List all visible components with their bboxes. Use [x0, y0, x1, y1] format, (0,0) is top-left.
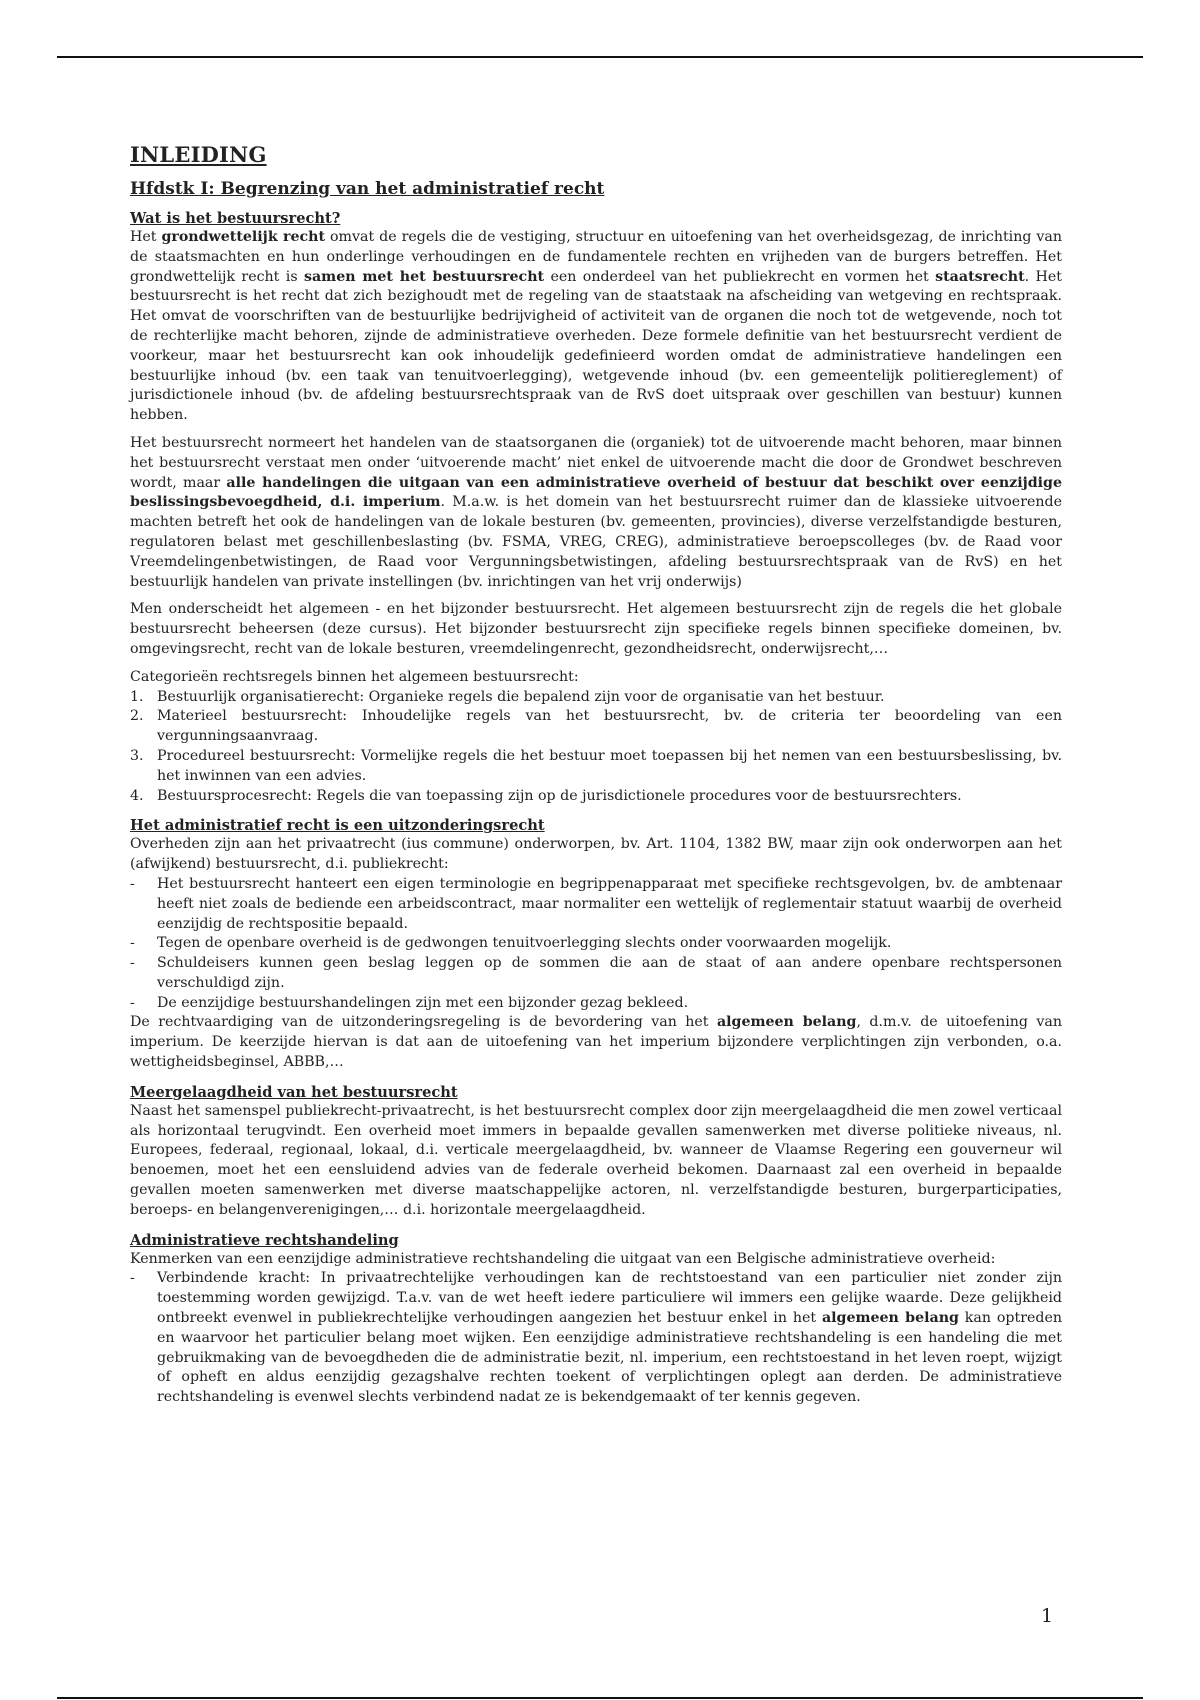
- list-item-text: Procedureel bestuursrecht: Vormelijke regels die het bestuur moet toepassen bij het nemen van een bestuursbeslissing, bv. het inwinnen van een advies.: [157, 747, 1062, 784]
- list-item: [130, 954, 1062, 994]
- text-run: Het bestuursrecht normeert het handelen van de staatsorganen die (organiek) tot de uitvoerende macht behoren, maar binnen het bestuursrecht verstaat men onder ‘uitvoerende macht’ niet enkel de uitvoerende macht die door de Grondwet beschreven wordt, maar: [130, 434, 1062, 491]
- bold-term: grondwettelijk recht: [161, 229, 326, 245]
- list-item: [130, 747, 1062, 787]
- list-marker: -: [130, 955, 135, 972]
- list-item-text: Het bestuursrecht hanteert een eigen terminologie en begrippenapparaat met specifieke rechtsgevolgen, bv. de ambtenaar heeft niet zoals de bediende een arbeidscontract, maar normaliter een wettelijk of reglementair statuut waarbij de overheid eenzijdig de rechtspositie bepaald.: [157, 875, 1062, 932]
- bold-term: algemeen belang: [821, 1310, 959, 1327]
- section-title-meergelaagdheid: Meergelaagdheid van het bestuursrecht: [130, 1083, 458, 1101]
- list-marker: 1.: [130, 688, 144, 705]
- paragraph-intro-uitzondering: Overheden zijn aan het privaatrecht (ius commune) onderworpen, bv. Art. 1104, 1382 BW, maar zijn ook onderworpen aan het (afwijkend) bestuursrecht, d.i. publiekrecht:: [130, 836, 1062, 873]
- list-item-text: Tegen de openbare overheid is de gedwongen tenuitvoerlegging slechts onder voorwaarden mogelijk.: [157, 935, 892, 952]
- bold-term: algemeen belang: [716, 1014, 857, 1031]
- categories-list: [130, 688, 1062, 807]
- document-page: [130, 142, 1062, 1408]
- text-run: omvat de regels die de vestiging, structuur en uitoefening van het overheidsgezag, de inrichting van de staatsmachten en hun onderlinge verhoudingen en de fundamentele rechten en vrijheden van de burgers betreffen. Het grondwettelijk recht is: [130, 229, 1062, 285]
- footer-rule: [57, 1697, 1143, 1699]
- list-marker: -: [130, 935, 135, 952]
- text-run: . Het bestuursrecht is het recht dat zich bezighoudt met de regeling van de staatstaak na afscheiding van wetgeving en rechtspraak. Het omvat de voorschriften van de bestuurlijke bedrijvigheid of activiteit van de organen die noch tot de wetgevende, noch tot de rechterlijke macht behoren, zijnde de administratieve overheden. Deze formele definitie van het bestuursrecht verdient de voorkeur, maar het bestuursrecht kan ook inhoudelijk gedefinieerd worden omdat de administratieve handelingen een bestuurlijke inhoud (bv. een taak van tenuitvoerlegging), wetgevende inhoud (bv. een gemeentelijk politiereglement) of jurisdictionele inhoud (bv. de afdeling bestuursrechtspraak van de RvS doet uitspraak over geschillen van bestuur) kunnen hebben.: [130, 268, 1062, 424]
- list-item: [130, 787, 1062, 807]
- text-run: , d.m.v. de uitoefening van imperium. De keerzijde hiervan is dat aan de uitoefening van het imperium bijzondere verplichtingen zijn verbonden, o.a. wettigheidsbeginsel, ABBB,…: [130, 1014, 1062, 1071]
- paragraph-meergelaagdheid: Naast het samenspel publiekrecht-privaatrecht, is het bestuursrecht complex door zijn meergelaagdheid die men zowel verticaal als horizontaal terugvindt. Een overheid moet immers in bepaalde gevallen samenwerken met diverse politieke niveaus, nl. Europees, federaal, regionaal, lokaal, d.i. verticale meergelaagdheid, bv. wanneer de Vlaamse Regering een gouverneur wil benoemen, moet het een eensluidend advies van de federale overheid bekomen. Daarnaast zal een overheid in bepaalde gevallen moeten samenwerken met diverse maatschappelijke actoren, nl. verzelfstandigde besturen, burgerparticipaties, beroeps- en belangenverenigingen,… d.i. horizontale meergelaagdheid.: [130, 1102, 1062, 1218]
- list-item-text: Materieel bestuursrecht: Inhoudelijke regels van het bestuursrecht, bv. de criteria ter beoordeling van een vergunningsaanvraag.: [157, 708, 1062, 745]
- list-marker: 2.: [130, 708, 144, 725]
- kenmerken-bullets: [130, 1269, 1062, 1408]
- list-marker: 4.: [130, 787, 144, 804]
- uitzondering-bullets: [130, 875, 1062, 1014]
- page-number: 1: [1041, 1605, 1054, 1627]
- section-title-uitzonderingsrecht: Het administratief recht is een uitzonderingsrecht: [130, 817, 545, 835]
- text-run: Verbindende kracht: In privaatrechtelijke verhoudingen kan de rechtstoestand van een particulier niet zonder zijn toestemming worden gewijzigd. T.a.v. van de wet heeft iedere particuliere wil immers een gelijke waarde. Deze gelijkheid ontbreekt evenwel in publiekrechtelijke verhoudingen aangezien het bestuur enkel in het: [157, 1270, 1062, 1327]
- paragraph-definition: [130, 228, 1062, 426]
- chapter-heading: Hfdstk I: Begrenzing van het administratief recht: [130, 179, 605, 199]
- list-item: [130, 1269, 1062, 1408]
- paragraph-uitvoerende-macht: [130, 434, 1062, 592]
- bold-term: samen met het bestuursrecht: [304, 268, 545, 285]
- paragraph-intro-kenmerken: Kenmerken van een eenzijdige administratieve rechtshandeling die uitgaat van een Belgische administratieve overheid:: [130, 1250, 996, 1267]
- bold-term: alle handelingen die uitgaan van een administratieve overheid of bestuur dat beschikt over eenzijdige beslissingsbevoegdheid, d.i. imperium: [130, 474, 1063, 511]
- list-marker: -: [130, 875, 135, 892]
- text-run: De rechtvaardiging van de uitzonderingsregeling is de bevordering van het: [130, 1014, 717, 1031]
- text-run: Het: [130, 229, 162, 245]
- main-heading: INLEIDING: [130, 142, 267, 167]
- list-item-text: Schuldeisers kunnen geen beslag leggen op de sommen die aan de staat of aan andere openbare rechtspersonen verschuldigd zijn.: [157, 955, 1062, 991]
- header-rule: [57, 56, 1143, 58]
- text-run: kan optreden en waarvoor het particulier belang moet wijken. Een eenzijdige administratieve rechtshandeling is een handeling die met gebruikmaking van de bevoegdheden die de administratie bezit, nl. imperium, een rechtstoestand in het leven roept, wijzigt of opheft en aldus eenzijdig gezagshalve rechten toekent of verplichtingen oplegt aan derden. De administratieve rechtshandeling is evenwel slechts verbindend nadat ze is bekendgemaakt of ter kennis gegeven.: [157, 1310, 1062, 1406]
- section-title-bestuursrecht: Wat is het bestuursrecht?: [130, 210, 341, 227]
- list-marker: -: [130, 1270, 135, 1287]
- text-run: . M.a.w. is het domein van het bestuursrecht ruimer dan de klassieke uitvoerende machten betreft het ook de handelingen van de lokale besturen (bv. gemeenten, provincies), diverse verzelfstandigde besturen, regulatoren belast met geschillenbeslasting (bv. FSMA, VREG, CREG), administratieve beroepscolleges (bv. de Raad voor Vreemdelingenbetwistingen, de Raad voor Vergunningsbetwistingen, afdeling bestuursrechtspraak van de RvS) en het bestuurlijk handelen van private instellingen (bv. inrichtingen van het vrij onderwijs): [130, 494, 1062, 590]
- paragraph-rechtvaardiging: [130, 1013, 1062, 1072]
- list-marker: -: [130, 994, 135, 1011]
- list-item-text: De eenzijdige bestuurshandelingen zijn met een bijzonder gezag bekleed.: [157, 994, 689, 1011]
- list-item: [130, 688, 1062, 708]
- list-item-text: Bestuurlijk organisatierecht: Organieke regels die bepalend zijn voor de organisatie van het bestuur.: [157, 688, 885, 705]
- section-title-rechtshandeling: Administratieve rechtshandeling: [130, 1231, 399, 1249]
- list-item: [130, 875, 1062, 934]
- bold-term: staatsrecht: [935, 268, 1025, 285]
- list-item-text: Bestuursprocesrecht: Regels die van toepassing zijn op de jurisdictionele procedures voor de bestuursrechters.: [157, 787, 962, 804]
- list-item: [130, 934, 1062, 954]
- paragraph-algemeen-bijzonder: Men onderscheidt het algemeen - en het bijzonder bestuursrecht. Het algemeen bestuursrecht zijn de regels die het globale bestuursrecht beheersen (deze cursus). Het bijzonder bestuursrecht zijn specifieke regels binnen specifieke domeinen, bv. omgevingsrecht, recht van de lokale besturen, vreemdelingenrecht, gezondheidsrecht, onderwijsrecht,…: [130, 601, 1062, 657]
- list-item: [130, 707, 1062, 747]
- list-marker: 3.: [130, 747, 144, 764]
- list-item: [130, 994, 1062, 1014]
- list-intro: Categorieën rechtsregels binnen het algemeen bestuursrecht:: [130, 668, 579, 685]
- text-run: een onderdeel van het publiekrecht en vormen het: [544, 268, 936, 285]
